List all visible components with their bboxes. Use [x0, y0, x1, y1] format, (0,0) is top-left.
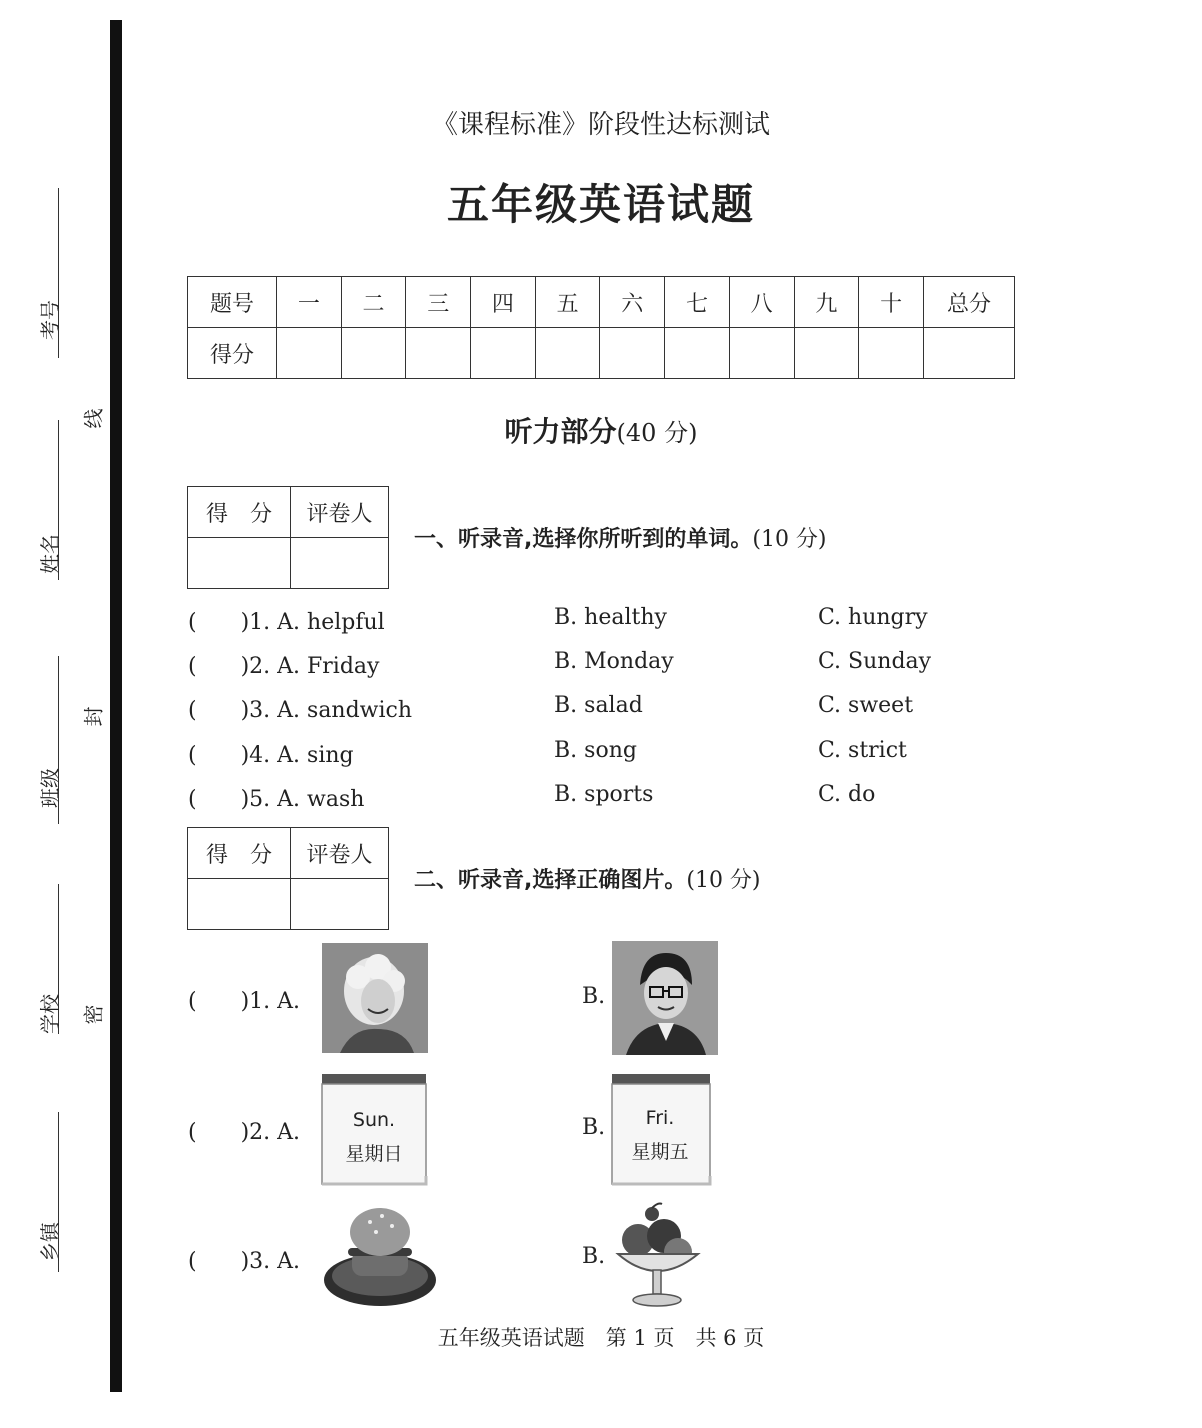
q1-item-2-c[interactable]: C. Sunday [818, 649, 932, 674]
calendar-friday-picture [610, 1072, 712, 1188]
page-footer: 五年级英语试题 第 1 页 共 6 页 [437, 1326, 765, 1350]
q2-item-1-b[interactable]: B. [582, 984, 606, 1009]
exam-title: 五年级英语试题 [446, 180, 755, 229]
name-label: 姓名 [38, 534, 62, 574]
q1-title-text: 一、听录音,选择你所听到的单词。 [414, 527, 753, 552]
young-man-picture [612, 941, 718, 1055]
score-col-5: 五 [535, 277, 600, 328]
score-cell[interactable] [924, 328, 1015, 379]
score-cell[interactable] [794, 328, 859, 379]
seal-seal-mark: 封 [81, 706, 106, 727]
ice-cream-sundae-picture [612, 1200, 702, 1310]
seal-line-mark: 线 [81, 408, 106, 429]
q2-item-2-a[interactable]: ( )2. A. [188, 1120, 301, 1145]
q1-item-4-c[interactable]: C. strict [818, 738, 907, 763]
listening-heading-text: 听力部分 [504, 415, 617, 448]
score-table-score-row [188, 328, 1015, 379]
old-woman-picture [322, 943, 428, 1053]
score-col-3: 三 [406, 277, 471, 328]
q1-item-2-b[interactable]: B. Monday [554, 649, 674, 674]
q1-grader-box [187, 486, 389, 589]
calendar-a-line1: Sun. [352, 1109, 396, 1131]
calendar-b-line2: 星期五 [631, 1141, 689, 1163]
seal-secret-mark: 密 [81, 1004, 106, 1025]
q2-grader-box [187, 827, 389, 930]
score-cell[interactable] [859, 328, 924, 379]
town-label: 乡镇 [38, 1222, 62, 1262]
score-cell[interactable] [729, 328, 794, 379]
score-col-7: 七 [665, 277, 730, 328]
listening-heading [0, 410, 1202, 450]
grader-score-cell[interactable] [188, 879, 291, 930]
q1-item-2-a[interactable]: ( )2. A. Friday [188, 654, 380, 679]
score-cell[interactable] [341, 328, 406, 379]
score-col-4: 四 [471, 277, 536, 328]
score-col-9: 九 [794, 277, 859, 328]
q1-item-1-a[interactable]: ( )1. A. helpful [188, 610, 385, 635]
school-label: 学校 [38, 994, 62, 1034]
score-col-2: 二 [341, 277, 406, 328]
score-row-label: 得分 [188, 328, 277, 379]
q1-item-3-b[interactable]: B. salad [554, 693, 643, 718]
score-cell[interactable] [665, 328, 730, 379]
q1-title [414, 522, 827, 553]
q1-item-5-b[interactable]: B. sports [554, 782, 654, 807]
q1-points: (10 分) [752, 527, 827, 552]
score-cell[interactable] [535, 328, 600, 379]
grader-reviewer-label: 评卷人 [291, 487, 389, 538]
grader-score-label: 得 分 [188, 828, 291, 879]
score-col-8: 八 [729, 277, 794, 328]
calendar-b-line1: Fri. [645, 1107, 675, 1129]
calendar-sunday-picture [320, 1072, 428, 1188]
q1-item-3-a[interactable]: ( )3. A. sandwich [188, 698, 413, 723]
q2-item-2-b[interactable]: B. [582, 1115, 606, 1140]
listening-points: (40 分) [616, 419, 698, 447]
q1-item-3-c[interactable]: C. sweet [818, 693, 914, 718]
calendar-a-line2: 星期日 [345, 1143, 403, 1165]
score-col-total: 总分 [924, 277, 1015, 328]
q2-item-3-a[interactable]: ( )3. A. [188, 1249, 301, 1274]
score-cell[interactable] [277, 328, 342, 379]
score-table [187, 276, 1015, 379]
q2-item-3-b[interactable]: B. [582, 1244, 606, 1269]
grader-score-cell[interactable] [188, 538, 291, 589]
q1-item-5-c[interactable]: C. do [818, 782, 876, 807]
score-cell[interactable] [471, 328, 536, 379]
q1-item-4-b[interactable]: B. song [554, 738, 637, 763]
score-col-10: 十 [859, 277, 924, 328]
exam-subtitle: 《课程标准》阶段性达标测试 [431, 110, 770, 140]
q1-item-4-a[interactable]: ( )4. A. sing [188, 743, 354, 768]
score-cell[interactable] [600, 328, 665, 379]
score-cell[interactable] [406, 328, 471, 379]
q1-item-1-b[interactable]: B. healthy [554, 605, 667, 630]
q2-points: (10 分) [686, 868, 761, 893]
grader-score-label: 得 分 [188, 487, 291, 538]
hamburger-picture [322, 1204, 438, 1308]
q1-item-1-c[interactable]: C. hungry [818, 605, 928, 630]
exam-no-label: 考号 [38, 300, 62, 340]
class-label: 班级 [38, 768, 62, 808]
grader-reviewer-cell[interactable] [291, 879, 389, 930]
score-col-6: 六 [600, 277, 665, 328]
score-col-label: 题号 [188, 277, 277, 328]
grader-reviewer-label: 评卷人 [291, 828, 389, 879]
q2-item-1-a[interactable]: ( )1. A. [188, 989, 301, 1014]
score-col-1: 一 [277, 277, 342, 328]
q1-item-5-a[interactable]: ( )5. A. wash [188, 787, 365, 812]
q2-title-text: 二、听录音,选择正确图片。 [414, 868, 687, 893]
q2-title [414, 863, 761, 894]
score-table-header-row [188, 277, 1015, 328]
grader-reviewer-cell[interactable] [291, 538, 389, 589]
